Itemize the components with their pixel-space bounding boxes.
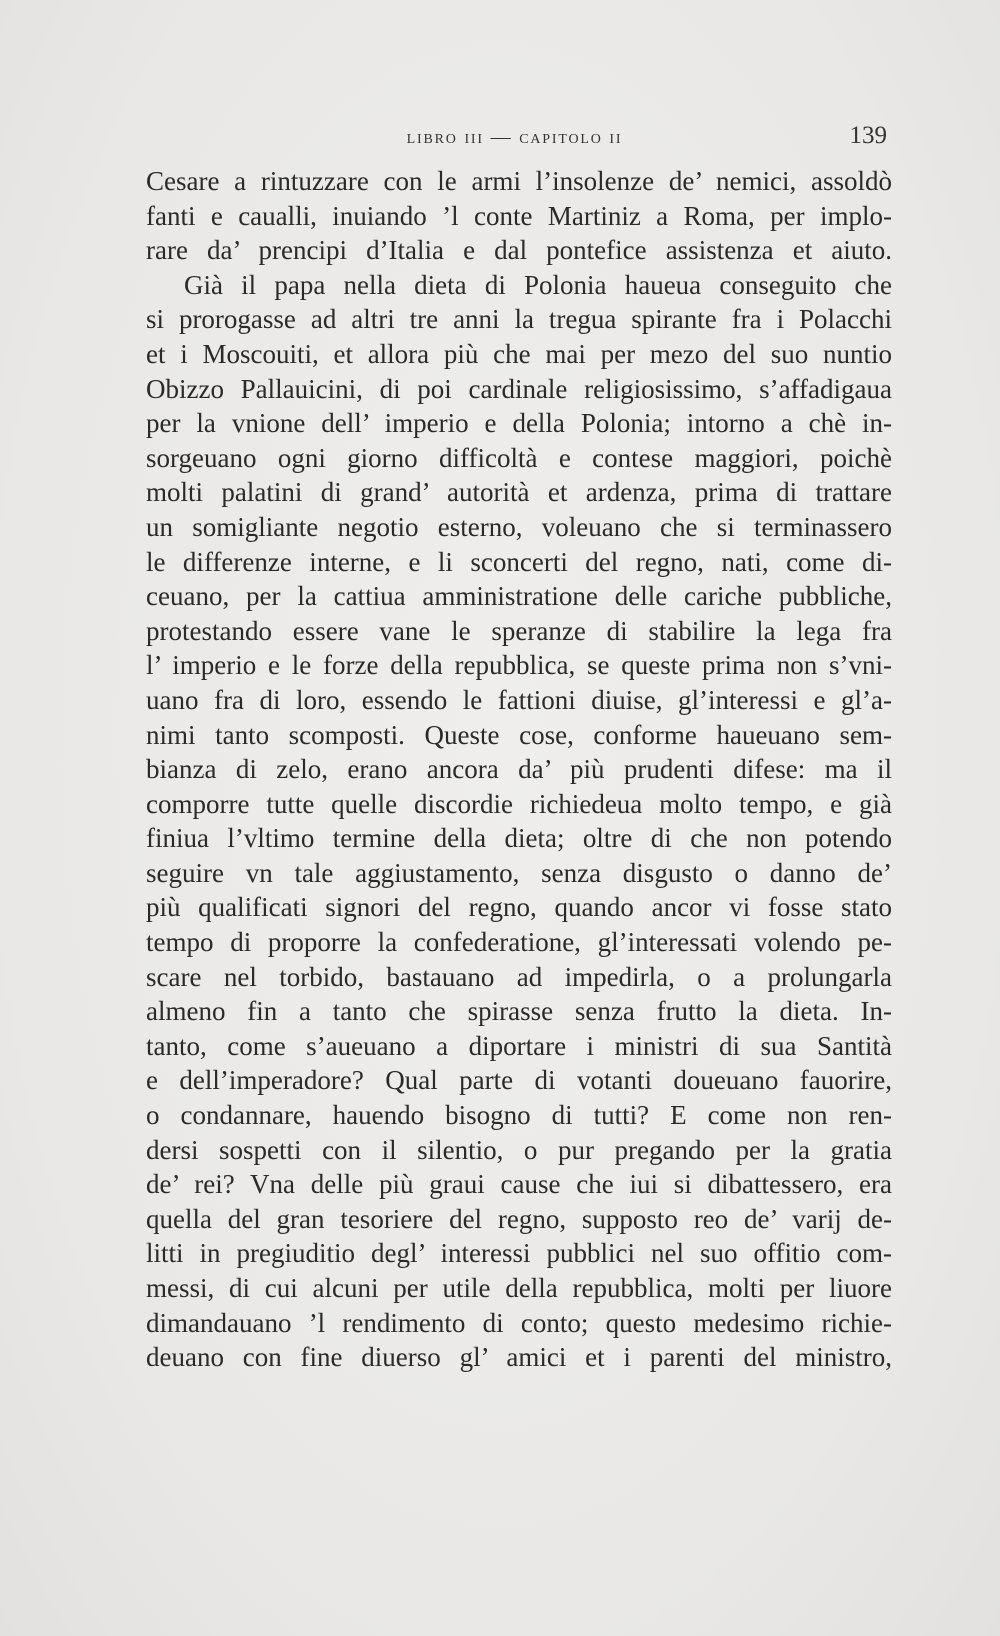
text-line: quella del gran tesoriere del regno, supposto reo de’ varij de- xyxy=(146,1203,892,1234)
text-line: Già il papa nella dieta di Polonia haueua conseguito che xyxy=(184,269,892,300)
text-line: messi, di cui alcuni per utile della repubblica, molti per liuore xyxy=(146,1273,892,1303)
text-line: molti palatini di grand’ autorità et ardenza, prima di trattare xyxy=(146,477,892,508)
text-line: almeno fin a tanto che spirasse senza frutto la dieta. In- xyxy=(146,996,892,1027)
text-line: dersi sospetti con il silentio, o pur pregando per la gratia xyxy=(146,1134,892,1165)
text-line: de’ rei? Vna delle più graui cause che iui si dibattessero, era xyxy=(146,1169,892,1200)
text-line: ceuano, per la cattiua amministratione delle cariche pubbliche, xyxy=(146,581,892,612)
text-line: tanto, come s’aueuano a diportare i ministri di sua Santità xyxy=(146,1030,892,1061)
text-line: fanti e caualli, inuiando ’l conte Martiniz a Roma, per implo- xyxy=(146,200,892,231)
running-head-title: libro iii — capitolo ii xyxy=(406,126,623,148)
text-line: si prorogasse ad altri tre anni la tregua spirante fra i Polacchi xyxy=(146,304,892,335)
text-line: e dell’imperadore? Qual parte di votanti doueuano fauorire, xyxy=(146,1065,892,1096)
text-line: protestando essere vane le speranze di stabilire la lega fra xyxy=(146,615,892,646)
text-line: Cesare a rintuzzare con le armi l’insolenze de’ nemici, assoldò xyxy=(146,166,892,196)
text-line: le differenze interne, e li sconcerti del regno, nati, come di- xyxy=(146,546,892,577)
text-line: et i Moscouiti, et allora più che mai per mezo del suo nuntio xyxy=(146,338,892,369)
text-line: tempo di proporre la confederatione, gl’interessati volendo pe- xyxy=(146,927,892,958)
text-line: deuano con fine diuerso gl’ amici et i parenti del ministro, xyxy=(146,1342,892,1373)
text-line: uano fra di loro, essendo le fattioni diuise, gl’interessi e gl’a- xyxy=(146,684,892,715)
text-line: bianza di zelo, erano ancora da’ più prudenti difese: ma il xyxy=(146,754,892,785)
text-line: finiua l’vltimo termine della dieta; oltre di che non potendo xyxy=(146,823,892,854)
text-line: per la vnione dell’ imperio e della Polonia; intorno a chè in- xyxy=(146,408,892,439)
text-line: più qualificati signori del regno, quando ancor vi fosse stato xyxy=(146,892,892,923)
text-line: un somigliante negotio esterno, voleuano che si terminassero xyxy=(146,511,892,542)
text-line: litti in pregiuditio degl’ interessi pubblici nel suo offitio com- xyxy=(146,1238,892,1269)
text-line: o condannare, hauendo bisogno di tutti? E come non ren- xyxy=(146,1100,892,1131)
body-text xyxy=(146,164,892,1375)
text-line: rare da’ prencipi d’Italia e dal pontefice assistenza et aiuto. xyxy=(146,235,892,266)
text-line: sorgeuano ogni giorno difficoltà e contese maggiori, poichè xyxy=(146,442,892,473)
text-line: nimi tanto scomposti. Queste cose, conforme haueuano sem- xyxy=(146,719,892,750)
text-line: dimandauano ’l rendimento di conto; questo medesimo richie- xyxy=(146,1307,892,1338)
text-line: l’ imperio e le forze della repubblica, se queste prima non s’vni- xyxy=(146,650,892,681)
text-line: seguire vn tale aggiustamento, senza disgusto o danno de’ xyxy=(146,857,892,888)
text-line: comporre tutte quelle discordie richiedeua molto tempo, e già xyxy=(146,788,892,819)
running-head xyxy=(142,118,887,158)
text-line: Obizzo Pallauicini, di poi cardinale religiosissimo, s’affadigaua xyxy=(146,373,892,404)
text-line: scare nel torbido, bastauano ad impedirla, o a prolungarla xyxy=(146,961,892,992)
page-number: 139 xyxy=(849,122,887,149)
